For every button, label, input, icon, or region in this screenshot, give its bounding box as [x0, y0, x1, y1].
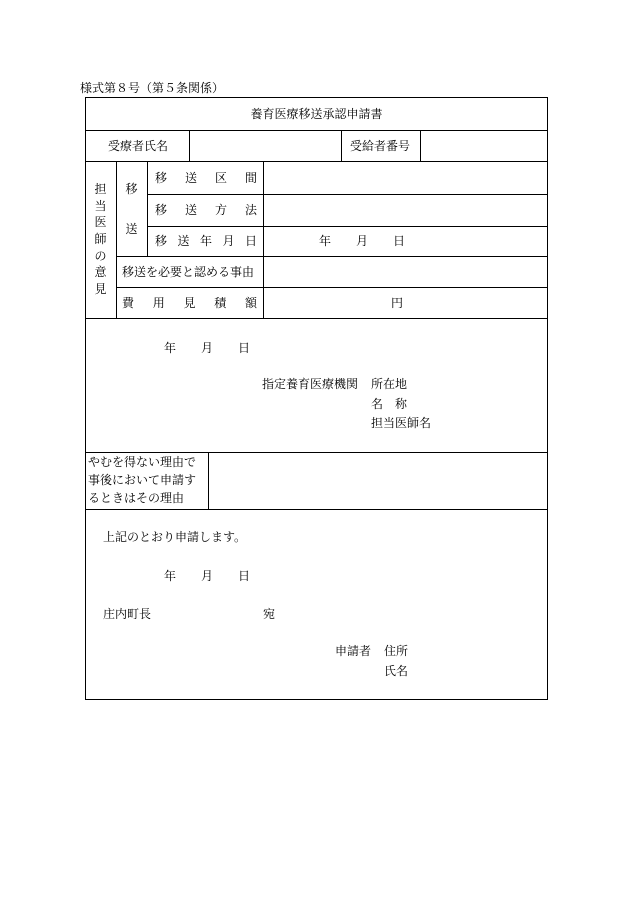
doctor-opinion-char: 医	[94, 215, 107, 230]
patient-name-field[interactable]	[190, 131, 341, 161]
doctor-opinion-label	[85, 183, 116, 295]
transport-date-month: 月	[356, 234, 369, 248]
doctor-opinion-char: の	[94, 248, 107, 263]
cost-label: 費 用 見 積 額	[122, 296, 257, 310]
late-reason-line: やむを得ない理由で	[88, 455, 197, 469]
transport-char: 移	[125, 182, 138, 196]
doctor-name-label: 担当医師名	[371, 416, 432, 430]
institution-date-month: 月	[201, 341, 214, 355]
reason-field[interactable]	[264, 257, 547, 287]
transport-section-field[interactable]	[264, 162, 547, 194]
institution-date-day: 日	[238, 341, 251, 355]
col-divider	[341, 130, 342, 161]
late-reason-line: 事後において申請す	[88, 473, 197, 487]
recipient-number-field[interactable]	[421, 131, 547, 161]
transport-label	[116, 183, 147, 235]
addressee: 庄内町長	[103, 607, 152, 621]
applicant-address-label: 住所	[384, 644, 409, 658]
designated-institution-label: 指定養育医療機関	[262, 377, 359, 391]
doctor-opinion-char: 師	[94, 231, 107, 246]
transport-char: 送	[125, 222, 138, 236]
applicant-label: 申請者	[335, 644, 372, 658]
doctor-opinion-char: 見	[94, 281, 107, 296]
col-divider	[147, 161, 148, 256]
application-date-day: 日	[238, 569, 251, 583]
transport-date-label: 移 送 年 月 日	[155, 234, 257, 248]
doctor-opinion-char: 意	[94, 265, 107, 280]
recipient-number-label: 受給者番号	[350, 139, 411, 153]
transport-date-year: 年	[319, 234, 332, 248]
row-divider	[147, 226, 548, 227]
late-reason-line: るときはその理由	[88, 491, 185, 505]
transport-section-label: 移 送 区 間	[155, 171, 257, 185]
patient-name-label: 受療者氏名	[108, 139, 169, 153]
doctor-opinion-char: 当	[94, 198, 107, 213]
application-date-month: 月	[201, 569, 214, 583]
application-date-year: 年	[164, 569, 177, 583]
application-statement: 上記のとおり申請します。	[103, 530, 247, 544]
form-title: 養育医療移送承認申請書	[250, 107, 383, 121]
reason-label: 移送を必要と認める事由	[122, 265, 255, 279]
institution-name-label: 名 称	[371, 397, 408, 411]
row-divider	[116, 287, 548, 288]
institution-date-year: 年	[164, 341, 177, 355]
applicant-name-label: 氏名	[384, 664, 409, 678]
transport-date-day: 日	[393, 234, 406, 248]
institution-address-label: 所在地	[371, 377, 408, 391]
doctor-opinion-char: 担	[94, 182, 107, 196]
honorific: 宛	[263, 607, 276, 621]
row-divider	[85, 318, 548, 319]
transport-method-field[interactable]	[264, 195, 547, 226]
transport-method-label: 移 送 方 法	[155, 203, 257, 217]
form-number: 様式第８号（第５条関係）	[80, 81, 225, 95]
cost-yen: 円	[391, 296, 404, 310]
late-reason-field[interactable]	[209, 453, 547, 509]
row-divider	[85, 509, 548, 510]
